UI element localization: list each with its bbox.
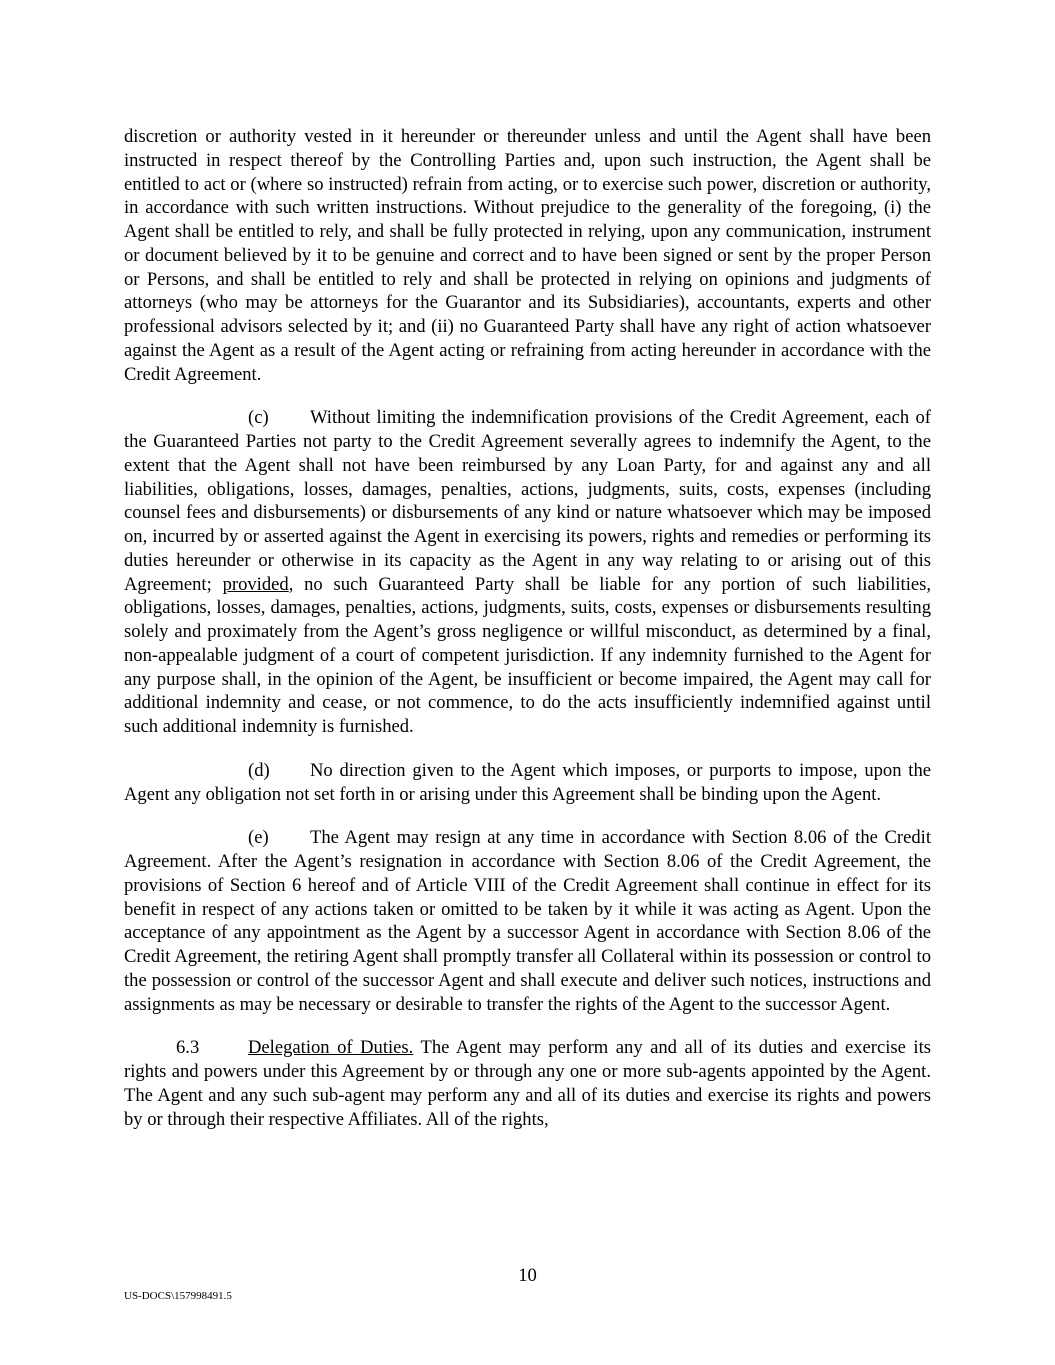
paragraph-text: discretion or authority vested in it hereunder or thereunder unless and until the Agent shall have been instructed in respect thereof by the Controlling Parties and, upon such instruction, the Agent shall be entitled to act or (where so instructed) refrain from acting, or to exercise such power, discretion or authority, in accordance with such written instructions. Without prejudice to the generality of the foregoing, (i) the Agent shall be entitled to rely, and shall be fully protected in relying, upon any communication, instrument or document believed by it to be genuine and correct and to have been signed or sent by the proper Person or Persons, and shall be entitled to rely and shall be protected in relying on opinions and judgments of attorneys (who may be attorneys for the Guarantor and its Subsidiaries), accountants, experts and other professional advisors selected by it; and (ii) no Guaranteed Party shall have any right of action whatsoever against the Agent as a result of the Agent acting or refraining from acting hereunder in accordance with the Credit Agreement. xyxy=(124,126,931,385)
paragraph-text: The Agent may resign at any time in accordance with Section 8.06 of the Credit Agreement. After the Agent’s resignation in accordance with Section 8.06 of the Credit Agreement, the provisions of Section 6 hereof and of Article VIII of the Credit Agreement shall continue in effect for its benefit in respect of any actions taken or omitted to be taken by it while it was acting as Agent. Upon the acceptance of any appointment as the Agent by a successor Agent in accordance with Section 8.06 of the Credit Agreement, the retiring Agent shall promptly transfer all Collateral within its possession or control to the possession or control of the successor Agent and shall execute and deliver such notices, instructions and assignments as may be necessary or desirable to transfer the rights of the Agent to the successor Agent. xyxy=(124,827,931,1015)
section-number: 6.3 xyxy=(176,1037,200,1059)
document-id: US-DOCS\157998491.5 xyxy=(124,1290,232,1302)
paragraph-e xyxy=(124,826,931,1016)
paragraph-continuation xyxy=(124,125,931,386)
paragraph-text: No direction given to the Agent which imposes, or purports to impose, upon the Agent any obligation not set forth in or arising under this Agreement shall be binding upon the Agent. xyxy=(124,759,931,805)
paragraph-text: , no such Guaranteed Party shall be liable for any portion of such liabilities, obligations, losses, damages, penalties, actions, judgments, suits, costs, expenses or disbursements resulting solely and proximately from the Agent’s gross negligence or willful misconduct, as determined by a final, non-appealable judgment of a court of competent jurisdiction. If any indemnity furnished to the Agent for any purpose shall, in the opinion of the Agent, be insufficient or become impaired, the Agent may call for additional indemnity and cease, or not commence, to do the acts insufficiently indemnified against until such additional indemnity is furnished. xyxy=(124,573,931,737)
paragraph-text: Without limiting the indemnification provisions of the Credit Agreement, each of the Guaranteed Parties not party to the Credit Agreement severally agrees to indemnify the Agent, to the extent that the Agent shall not have been reimbursed by any Loan Party, for and against any and all liabilities, obligations, losses, damages, penalties, actions, judgments, suits, costs, expenses (including counsel fees and disbursements) or disbursements of any kind or nature whatsoever which may be imposed on, incurred by or asserted against the Agent in exercising its powers, rights and remedies or performing its duties hereunder or otherwise in its capacity as the Agent in any way relating to or arising out of this Agreement; xyxy=(124,407,931,595)
section-6-3 xyxy=(124,1036,931,1131)
paragraph-d xyxy=(124,759,931,807)
clause-label: (e) xyxy=(248,827,269,849)
paragraph-c xyxy=(124,406,931,739)
underlined-term: provided xyxy=(222,573,289,595)
section-heading: Delegation of Duties. xyxy=(248,1037,414,1059)
document-body xyxy=(124,125,931,1131)
clause-label: (c) xyxy=(248,407,269,429)
paragraph-text: The Agent may perform any and all of its duties and exercise its rights and powers under this Agreement by or through any one or more sub-agents appointed by the Agent. The Agent and any such sub-agent may perform any and all of its duties and exercise its rights and powers by or through their respective Affiliates. All of the rights, xyxy=(124,1037,931,1130)
clause-label: (d) xyxy=(248,759,270,781)
page-number: 10 xyxy=(518,1265,537,1286)
